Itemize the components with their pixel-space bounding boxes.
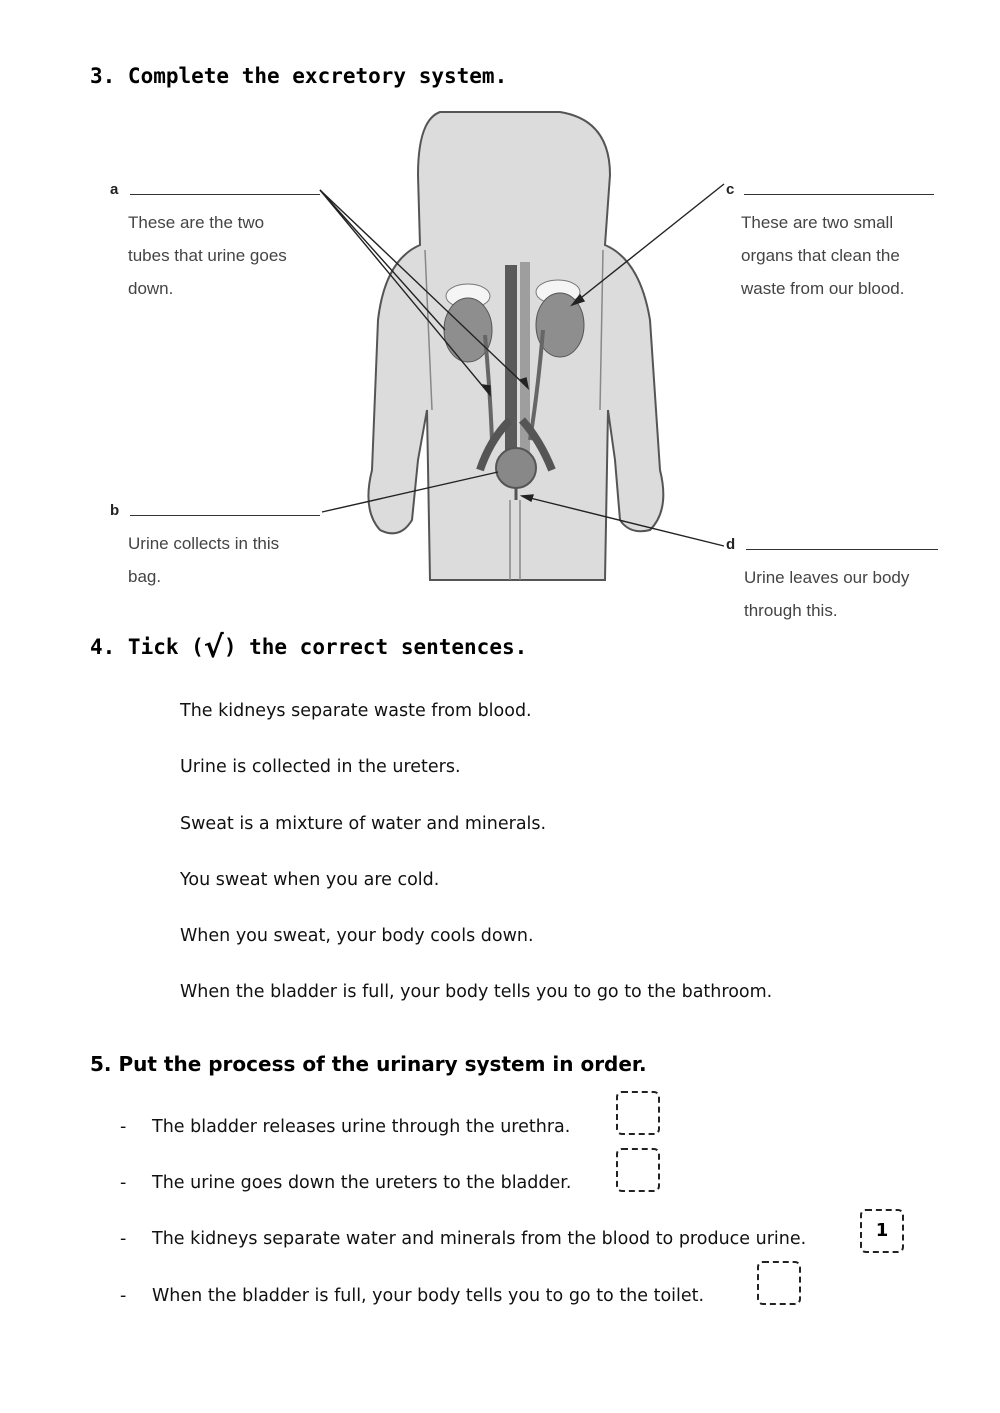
section-4-heading: 4. Tick (√) the correct sentences. [90, 630, 528, 665]
label-a-letter: a [110, 181, 119, 198]
order-item: - The urine goes down the ureters to the bladder. [120, 1173, 572, 1193]
tick-sentence[interactable]: The kidneys separate waste from blood. [180, 701, 532, 721]
order-answer-box[interactable] [616, 1091, 660, 1135]
label-b-description: Urine collects in this bag. [128, 534, 280, 586]
label-d-letter: d [726, 536, 736, 553]
tick-sentence[interactable]: Sweat is a mixture of water and minerals. [180, 814, 547, 834]
tick-sentence[interactable]: When you sweat, your body cools down. [180, 926, 534, 946]
bladder [496, 448, 536, 488]
section-3-heading: 3. Complete the excretory system. [90, 64, 508, 88]
tick-sentence[interactable]: You sweat when you are cold. [180, 870, 440, 890]
tick-sentence[interactable]: Urine is collected in the ureters. [180, 757, 461, 777]
order-answer-box[interactable] [616, 1148, 660, 1192]
order-answer-box[interactable]: 1 [860, 1209, 904, 1253]
order-item: - When the bladder is full, your body tells you to go to the toilet. [120, 1286, 705, 1306]
label-c-description: These are two small organs that clean the waste from our blood. [741, 213, 905, 298]
label-d-description: Urine leaves our body through this. [744, 568, 910, 620]
section-5-heading: 5. Put the process of the urinary system in order. [90, 1052, 647, 1076]
order-item: - The kidneys separate water and minerals from the blood to produce urine. [120, 1229, 807, 1249]
order-item: - The bladder releases urine through the urethra. [120, 1117, 571, 1137]
label-a-answer-line[interactable] [130, 194, 320, 195]
label-c-letter: c [726, 181, 735, 198]
label-d-answer-line[interactable] [746, 549, 938, 550]
label-a-description: These are the two tubes that urine goes down. [128, 213, 287, 298]
label-c-answer-line[interactable] [744, 194, 934, 195]
tick-icon: √ [203, 630, 224, 665]
tick-sentence[interactable]: When the bladder is full, your body tells you to go to the bathroom. [180, 982, 773, 1002]
order-answer-box[interactable] [757, 1261, 801, 1305]
label-b-letter: b [110, 502, 120, 519]
label-b-answer-line[interactable] [130, 515, 320, 516]
